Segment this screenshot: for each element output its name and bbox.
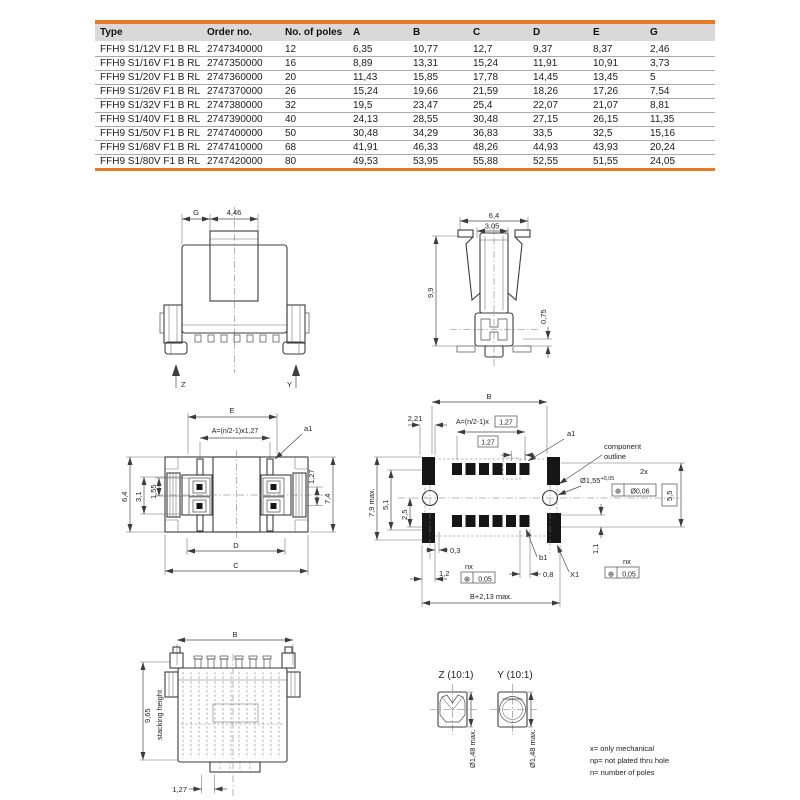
dim-g-label: G [193,208,199,217]
dim-a-prefix-label: A=(n/2-1)x [456,419,489,426]
dim-11-label: 1,1 [591,543,600,554]
position-tolerance-icon: ⊕ [607,569,615,579]
section-y-label: Y [286,380,292,389]
top-view-drawing [118,398,390,593]
hole-position-tol-label: Ø0,06 [630,488,650,496]
dim-c-label: C [233,561,239,570]
pad-x1-label: X1 [570,570,580,579]
stacking-height-label: stacking height [155,689,164,740]
dim-12-label: 1,2 [439,569,450,578]
section-z-label: Z [181,380,186,389]
detail-z-geometry [430,684,477,735]
detail-views-drawing [425,662,700,787]
dim-d-label: D [233,541,239,550]
dim-305-label: 3,05 [484,221,500,231]
spec-table [95,20,715,171]
dim-965-label: 9,65 [143,708,152,723]
component-outline-label-2: outline [604,452,627,461]
table-row: FFH9 S1/20V F1 B RL 2747360000 20 11,43 15,85 17,78 14,45 13,45 5 [95,71,715,85]
front-view-geometry [160,207,309,388]
dim-79-label: 7,9 max. [367,488,376,517]
col-header-d: D [528,22,588,42]
footnotes [590,744,669,777]
side-view-drawing [425,200,610,375]
col-header-e: E [588,22,645,42]
dim-pitch-box-label: 1,27 [481,439,495,447]
dim-a-formula-label: A=(n/2-1)x1,27 [211,428,259,435]
hole-diameter-label: $Ø1,55^{+0,05}$ [580,476,615,485]
table-row: FFH9 S1/50V F1 B RL 2747400000 50 30,48 34,29 36,83 33,5 32,5 15,16 [95,127,715,141]
footnote-np: np= not plated thru hole [590,756,670,765]
pad-a1-label: a1 [567,429,576,438]
detail-z-title: Z (10:1) [438,670,474,681]
col-header-type: Type [95,22,202,42]
dim-total-width-label: B+2,13 max. [469,592,513,601]
dim-64-top-label: 6,4 [120,491,129,502]
pad-b1-label: b1 [539,553,548,562]
position-tolerance-icon: ⊕ [614,486,622,496]
col-header-c: C [468,22,528,42]
col-header-poles: No. of poles [280,22,348,42]
pad-position-tol-right-label: 0,05 [622,571,636,579]
position-tolerance-icon: ⊕ [463,574,471,584]
side-view-geometry [432,217,552,368]
nx-left-label: nx [465,562,473,571]
dim-e-label: E [229,406,235,415]
nx-right-label: nx [623,557,631,566]
stacked-view-drawing [125,628,340,800]
footnote-n: n= number of poles [590,768,655,777]
dim-74-label: 7,4 [323,493,332,504]
col-header-b: B [408,22,468,42]
footnote-x: x= only mechanical [590,744,654,753]
col-header-g: G [645,22,715,42]
dim-31-label: 3,1 [134,491,143,502]
table-row: FFH9 S1/12V F1 B RL 2747340000 12 6,35 10,77 12,7 9,37 8,37 2,46 [95,42,715,57]
table-row: FFH9 S1/40V F1 B RL 2747390000 40 24,13 28,55 30,48 27,15 26,15 11,35 [95,113,715,127]
dim-55-label: 5,5 [665,490,674,501]
component-outline-label-1: component [604,442,642,451]
dim-08-label: 0,8 [543,570,554,579]
dim-221-label: 2,21 [407,414,423,423]
dim-127-label: 1,27 [307,469,316,484]
col-header-order-no: Order no. [202,22,280,42]
dim-127-stack-label: 1,27 [172,785,187,794]
footprint-geometry [374,402,685,607]
table-row: FFH9 S1/32V F1 B RL 2747380000 32 19,5 23,47 25,4 22,07 21,07 8,81 [95,99,715,113]
dim-a-box-label: 1,27 [499,419,513,427]
dim-51-label: 5,1 [381,499,390,510]
stacked-view-geometry [140,640,300,796]
table-row: FFH9 S1/80V F1 B RL 2747420000 80 49,53 53,95 55,88 52,55 51,55 24,05 [95,155,715,170]
dim-b-fp-label: B [486,392,492,401]
dim-99-label: 9,9 [426,287,435,298]
pad-position-tol-left-label: 0,05 [478,576,492,584]
front-view-drawing [130,195,390,395]
pin-a1-label: a1 [304,424,313,433]
table-row: FFH9 S1/26V F1 B RL 2747370000 26 15,24 19,66 21,59 18,26 17,26 7,54 [95,85,715,99]
detail-y-geometry [490,684,537,735]
detail-y-diameter-label: Ø1,48 max. [528,729,537,768]
dim-b-stack-label: B [232,630,238,639]
dim-446-label: 4,46 [226,208,242,217]
dim-03-label: 0,3 [450,546,461,555]
footprint-drawing [368,392,708,617]
dim-25-label: 2,5 [400,509,409,520]
table-header-row [95,22,715,42]
count-2x-label: 2x [640,467,648,476]
dim-64-side-label: 6,4 [488,211,500,220]
table-row: FFH9 S1/68V F1 B RL 2747410000 68 41,91 46,33 48,26 44,93 43,93 20,24 [95,141,715,155]
table-row: FFH9 S1/16V F1 B RL 2747350000 16 8,89 13,31 15,24 11,91 10,91 3,73 [95,57,715,71]
detail-y-title: Y (10:1) [497,670,533,681]
col-header-a: A [348,22,408,42]
detail-z-diameter-label: Ø1,48 max. [468,729,477,768]
dim-155-label: 1,55 [149,484,158,499]
dim-075-label: 0,75 [539,309,548,324]
